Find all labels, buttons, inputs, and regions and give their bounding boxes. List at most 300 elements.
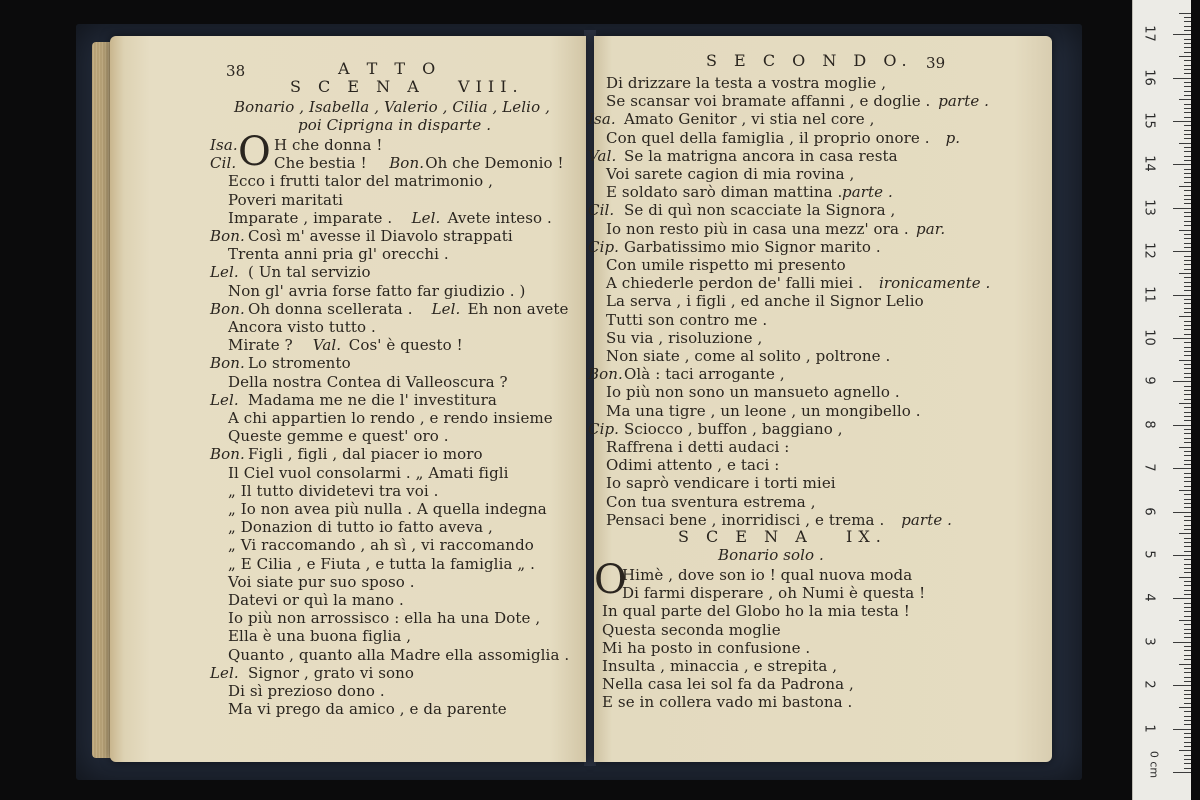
verse-line: Himè , dove son io ! qual nuova moda xyxy=(622,566,913,584)
ruler-tick xyxy=(1184,60,1191,61)
ruler-tick xyxy=(1184,703,1191,704)
verse-line: Cos' è questo ! xyxy=(348,336,463,355)
verse-line: Queste gemme e quest' oro . xyxy=(228,427,449,446)
verse-line: Pensaci bene , inorridisci , e trema . xyxy=(606,510,885,529)
verse-line: „ Vi raccomando , ah sì , vi raccomando xyxy=(228,536,534,555)
ruler-tick xyxy=(1184,407,1191,408)
ruler-tick xyxy=(1184,173,1191,174)
speaker-label: Isa. xyxy=(588,110,616,129)
left-page-text xyxy=(110,36,586,762)
ruler-tick xyxy=(1184,486,1191,487)
ruler-tick xyxy=(1184,433,1191,434)
verse-line: A chiederle perdon de' falli miei . xyxy=(606,274,863,293)
verse-line: La serva , i figli , ed anche il Signor Lelio xyxy=(606,292,924,311)
ruler-number: 16 xyxy=(1141,68,1157,86)
ruler-number: 13 xyxy=(1141,199,1157,216)
ruler-tick xyxy=(1184,386,1191,387)
verse-line: Oh donna scellerata . xyxy=(248,299,413,318)
ruler-tick xyxy=(1173,381,1191,382)
ruler-tick xyxy=(1173,164,1191,165)
page-number: 38 xyxy=(226,62,246,80)
drop-cap: O xyxy=(238,129,271,175)
ruler-tick xyxy=(1184,416,1191,417)
ruler-tick xyxy=(1184,125,1191,126)
running-head: S E C O N D O. xyxy=(706,51,913,70)
ruler-tick xyxy=(1184,212,1191,213)
ruler-tick xyxy=(1184,334,1191,335)
verse-line: Olà : taci arrogante , xyxy=(624,365,785,384)
ruler-tick xyxy=(1184,503,1191,504)
ruler-number: 2 xyxy=(1141,680,1157,689)
verse-line: Lo stromento xyxy=(248,354,351,373)
ruler-tick xyxy=(1184,711,1191,712)
ruler-tick xyxy=(1184,399,1191,400)
ruler-tick xyxy=(1184,499,1191,500)
ruler-tick xyxy=(1184,112,1191,113)
verse-line: Imparate , imparate . xyxy=(228,208,393,227)
ruler-tick xyxy=(1184,130,1191,131)
ruler-tick xyxy=(1184,104,1191,105)
ruler-tick xyxy=(1179,186,1191,187)
ruler-tick xyxy=(1184,355,1191,356)
ruler-tick xyxy=(1179,490,1191,491)
ruler-tick xyxy=(1184,147,1191,148)
ruler-tick xyxy=(1184,347,1191,348)
ruler-tick xyxy=(1184,325,1191,326)
stage-direction: par. xyxy=(916,219,946,238)
ruler-tick xyxy=(1184,611,1191,612)
verse-line: Se di quì non scacciate la Signora , xyxy=(624,201,896,220)
ruler-tick xyxy=(1173,772,1191,773)
verse-line: Madama me ne die l' investitura xyxy=(248,390,497,409)
verse-line: „ Donazion di tutto io fatto aveva , xyxy=(228,518,493,537)
verse-line: Sciocco , buffon , baggiano , xyxy=(624,419,843,438)
ruler-tick xyxy=(1184,73,1191,74)
ruler-tick xyxy=(1184,351,1191,352)
ruler-number: 7 xyxy=(1141,463,1157,472)
verse-line: Io più non arrossisco : ella ha una Dote , xyxy=(228,609,541,628)
ruler-tick xyxy=(1179,447,1191,448)
right-page-text xyxy=(588,36,1052,762)
ruler-tick xyxy=(1184,559,1191,560)
verse-line: ( Un tal servizio xyxy=(248,263,371,282)
ruler-tick xyxy=(1184,394,1191,395)
verse-line: Raffrena i detti audaci : xyxy=(606,438,790,456)
measuring-ruler xyxy=(1132,0,1191,800)
verse-line: Ecco i frutti talor del matrimonio , xyxy=(228,172,493,191)
ruler-tick xyxy=(1173,78,1191,79)
ruler-tick xyxy=(1184,451,1191,452)
verse-line: Di farmi disperare , oh Numi è questa ! xyxy=(622,584,926,603)
ruler-number: 12 xyxy=(1141,242,1157,259)
ruler-tick xyxy=(1184,742,1191,743)
ruler-tick xyxy=(1184,86,1191,87)
ruler-tick xyxy=(1184,151,1191,152)
ruler-tick xyxy=(1184,225,1191,226)
verse-line: Non siate , come al solito , poltrone . xyxy=(606,347,891,365)
ruler-tick xyxy=(1184,160,1191,161)
verse-line: Datevi or quì la mano . xyxy=(228,591,404,609)
ruler-tick xyxy=(1184,134,1191,135)
stage-direction: parte . xyxy=(901,510,953,529)
ruler-tick xyxy=(1184,572,1191,573)
ruler-tick xyxy=(1184,668,1191,669)
ruler-tick xyxy=(1184,737,1191,738)
ruler-tick xyxy=(1184,438,1191,439)
speaker-label: Bon. xyxy=(210,227,245,245)
verse-line: „ Il tutto dividetevi tra voi . xyxy=(228,481,439,500)
ruler-number: 8 xyxy=(1141,420,1157,429)
ruler-tick xyxy=(1184,629,1191,630)
ruler-tick xyxy=(1184,585,1191,586)
verse-line: Figli , figli , dal piacer io moro xyxy=(248,445,483,464)
ruler-tick xyxy=(1184,455,1191,456)
ruler-tick xyxy=(1179,13,1191,14)
characters-line: Bonario , Isabella , Valerio , Cilia , Lelio , xyxy=(234,98,550,116)
ruler-tick xyxy=(1184,95,1191,96)
verse-line: Che bestia ! xyxy=(274,154,367,173)
ruler-tick xyxy=(1184,177,1191,178)
ruler-tick xyxy=(1184,256,1191,257)
verse-line: Su via , risoluzione , xyxy=(606,328,763,347)
verse-line: Garbatissimo mio Signor marito . xyxy=(624,237,881,256)
ruler-number: 9 xyxy=(1141,376,1157,386)
speaker-label: Cil. xyxy=(588,201,615,220)
verse-line: „ Io non avea più nulla . A quella indegna xyxy=(228,500,547,518)
ruler-number: 3 xyxy=(1141,637,1157,646)
verse-line: Amato Genitor , vi stia nel core , xyxy=(624,110,875,129)
ruler-tick xyxy=(1184,303,1191,304)
ruler-tick xyxy=(1184,551,1191,552)
verse-line: Ma una tigre , un leone , un mongibello . xyxy=(606,401,921,420)
verse-line: Mi ha posto in confusione . xyxy=(602,638,811,657)
ruler-tick xyxy=(1173,685,1191,686)
ruler-tick xyxy=(1173,34,1191,35)
verse-line: Il Ciel vuol consolarmi . „ Amati figli xyxy=(228,463,509,482)
ruler-tick xyxy=(1173,729,1191,730)
ruler-tick xyxy=(1184,659,1191,660)
stage-direction: p. xyxy=(945,128,961,147)
verse-line: E soldato sarò diman mattina . xyxy=(606,183,843,202)
ruler-tick xyxy=(1184,442,1191,443)
ruler-tick xyxy=(1173,251,1191,252)
verse-line: Con tua sventura estrema , xyxy=(606,492,816,511)
ruler-unit-label: 0 cm xyxy=(1147,750,1161,779)
stage-direction: parte . xyxy=(938,92,990,111)
ruler-tick xyxy=(1184,755,1191,756)
verse-line: Voi siate pur suo sposo . xyxy=(228,572,415,591)
ruler-tick xyxy=(1184,216,1191,217)
ruler-tick xyxy=(1179,664,1191,665)
ruler-tick xyxy=(1184,724,1191,725)
left-page xyxy=(110,36,586,762)
speaker-label: Cip. xyxy=(588,419,620,438)
ruler-tick xyxy=(1184,733,1191,734)
ruler-number: 14 xyxy=(1141,155,1157,173)
verse-line: E se in collera vado mi bastona . xyxy=(602,693,853,712)
ruler-tick xyxy=(1184,460,1191,461)
ruler-tick xyxy=(1179,230,1191,231)
ruler-tick xyxy=(1184,516,1191,517)
ruler-tick xyxy=(1173,555,1191,556)
characters-line: poi Ciprigna in disparte . xyxy=(298,116,492,134)
ruler-number: 4 xyxy=(1141,593,1157,603)
ruler-tick xyxy=(1184,156,1191,157)
verse-line: Non gl' avria forse fatto far giudizio . ) xyxy=(228,281,526,300)
ruler-number: 6 xyxy=(1141,506,1157,516)
ruler-tick xyxy=(1184,373,1191,374)
ruler-tick xyxy=(1184,429,1191,430)
verse-line: Questa seconda moglie xyxy=(602,620,781,639)
ruler-tick xyxy=(1184,759,1191,760)
verse-line: Con quel della famiglia , il proprio onore . xyxy=(606,128,930,147)
verse-line: Quanto , quanto alla Madre ella assomiglia . xyxy=(228,645,570,664)
ruler-tick xyxy=(1173,642,1191,643)
ruler-tick xyxy=(1184,564,1191,565)
ruler-tick xyxy=(1179,56,1191,57)
ruler-tick xyxy=(1184,607,1191,608)
ruler-tick xyxy=(1184,203,1191,204)
ruler-tick xyxy=(1184,681,1191,682)
ruler-tick xyxy=(1173,425,1191,426)
ruler-tick xyxy=(1184,646,1191,647)
verse-line: Io più non sono un mansueto agnello . xyxy=(606,383,900,402)
ruler-tick xyxy=(1173,295,1191,296)
verse-line: Voi sarete cagion di mia rovina , xyxy=(606,165,855,183)
ruler-tick xyxy=(1184,108,1191,109)
ruler-tick xyxy=(1184,82,1191,83)
ruler-tick xyxy=(1184,21,1191,22)
ruler-number: 11 xyxy=(1141,285,1157,303)
ruler-tick xyxy=(1184,247,1191,248)
ruler-tick xyxy=(1184,616,1191,617)
ruler-tick xyxy=(1173,208,1191,209)
speaker-label: Isa. xyxy=(210,136,238,154)
speaker-label: Bon. xyxy=(210,445,245,464)
ruler-tick xyxy=(1184,746,1191,747)
ruler-tick xyxy=(1184,342,1191,343)
verse-line: Della nostra Contea di Valleoscura ? xyxy=(228,372,508,391)
ruler-tick xyxy=(1184,117,1191,118)
ruler-tick xyxy=(1184,603,1191,604)
ruler-tick xyxy=(1184,69,1191,70)
verse-line: Odimi attento , e taci : xyxy=(606,456,780,475)
ruler-tick xyxy=(1184,542,1191,543)
ruler-tick xyxy=(1184,190,1191,191)
ruler-tick xyxy=(1184,17,1191,18)
ruler-tick xyxy=(1184,277,1191,278)
verse-line: Ancora visto tutto . xyxy=(228,318,376,336)
ruler-tick xyxy=(1179,403,1191,404)
ruler-tick xyxy=(1179,273,1191,274)
ruler-tick xyxy=(1184,47,1191,48)
ruler-tick xyxy=(1184,594,1191,595)
verse-line: Se scansar voi bramate affanni , e doglie . xyxy=(606,92,931,111)
ruler-tick xyxy=(1184,368,1191,369)
ruler-tick xyxy=(1184,264,1191,265)
scene-title: S C E N A VIII. xyxy=(290,77,524,96)
ruler-tick xyxy=(1184,720,1191,721)
ruler-tick xyxy=(1184,199,1191,200)
speaker-label: Lel. xyxy=(210,663,239,682)
ruler-tick xyxy=(1184,529,1191,530)
verse-line: Con umile rispetto mi presento xyxy=(606,256,846,274)
ruler-tick xyxy=(1184,768,1191,769)
verse-line: In qual parte del Globo ho la mia testa ! xyxy=(602,602,910,621)
ruler-tick xyxy=(1184,260,1191,261)
ruler-tick xyxy=(1184,412,1191,413)
ruler-tick xyxy=(1184,568,1191,569)
speaker-label: Bon. xyxy=(389,154,425,173)
ruler-tick xyxy=(1184,43,1191,44)
ruler-tick xyxy=(1179,99,1191,100)
verse-line: Di sì prezioso dono . xyxy=(228,682,385,700)
ruler-tick xyxy=(1179,750,1191,751)
ruler-tick xyxy=(1184,481,1191,482)
ruler-tick xyxy=(1184,39,1191,40)
speaker-label: Lel. xyxy=(411,208,441,227)
ruler-tick xyxy=(1184,494,1191,495)
ruler-tick xyxy=(1184,26,1191,27)
ruler-tick xyxy=(1173,598,1191,599)
ruler-tick xyxy=(1179,620,1191,621)
ruler-tick xyxy=(1184,690,1191,691)
ruler-tick xyxy=(1184,546,1191,547)
ruler-tick xyxy=(1184,299,1191,300)
ruler-tick xyxy=(1184,91,1191,92)
speaker-label: Cil. xyxy=(210,154,237,173)
verse-line: Io saprò vendicare i torti miei xyxy=(606,474,836,493)
ruler-tick xyxy=(1184,195,1191,196)
ruler-tick xyxy=(1184,243,1191,244)
ruler-tick xyxy=(1184,329,1191,330)
ruler-tick xyxy=(1184,221,1191,222)
stage-direction: parte . xyxy=(842,183,893,202)
ruler-tick xyxy=(1184,538,1191,539)
ruler-tick xyxy=(1179,533,1191,534)
ruler-tick xyxy=(1184,390,1191,391)
verse-line: Tutti son contro me . xyxy=(606,310,768,329)
ruler-tick xyxy=(1184,473,1191,474)
speaker-label: Bon. xyxy=(588,365,623,384)
ruler-number: 17 xyxy=(1141,25,1157,42)
ruler-number: 1 xyxy=(1141,723,1157,733)
ruler-tick xyxy=(1184,590,1191,591)
ruler-tick xyxy=(1184,655,1191,656)
ruler-tick xyxy=(1184,420,1191,421)
scene-title: S C E N A IX. xyxy=(678,527,887,546)
verse-line: Trenta anni pria gl' orecchi . xyxy=(228,245,449,264)
verse-line: A chi appartien lo rendo , e rendo insieme xyxy=(228,409,553,427)
ruler-tick xyxy=(1184,633,1191,634)
stage-direction: ironicamente . xyxy=(879,274,991,293)
ruler-number: 10 xyxy=(1141,329,1157,346)
ruler-tick xyxy=(1179,316,1191,317)
ruler-tick xyxy=(1184,698,1191,699)
characters-line: Bonario solo . xyxy=(718,546,824,564)
speaker-label: Cip. xyxy=(588,237,620,256)
ruler-tick xyxy=(1184,269,1191,270)
ruler-number: 15 xyxy=(1141,112,1157,129)
ruler-tick xyxy=(1184,716,1191,717)
ruler-tick xyxy=(1184,581,1191,582)
verse-line: Io non resto più in casa una mezz' ora . xyxy=(606,219,909,238)
ruler-tick xyxy=(1184,364,1191,365)
ruler-tick xyxy=(1184,507,1191,508)
verse-line: Nella casa lei sol fa da Padrona , xyxy=(602,675,854,694)
ruler-tick xyxy=(1184,477,1191,478)
ruler-tick xyxy=(1184,238,1191,239)
verse-line: Signor , grato vi sono xyxy=(248,663,415,682)
ruler-tick xyxy=(1179,143,1191,144)
verse-line: Oh che Demonio ! xyxy=(425,154,564,173)
ruler-tick xyxy=(1184,321,1191,322)
ruler-tick xyxy=(1184,138,1191,139)
right-page xyxy=(588,36,1052,762)
verse-line: H che donna ! xyxy=(274,136,383,154)
speaker-label: Bon. xyxy=(210,299,245,318)
verse-line: Di drizzare la testa a vostra moglie , xyxy=(606,74,887,92)
ruler-tick xyxy=(1184,763,1191,764)
verse-line: Mirate ? xyxy=(228,336,293,355)
verse-line: Insulta , minaccia , e strepita , xyxy=(602,657,838,675)
ruler-tick xyxy=(1184,52,1191,53)
verse-line: Se la matrigna ancora in casa resta xyxy=(624,146,898,165)
verse-line: Poveri maritati xyxy=(228,190,344,209)
ruler-tick xyxy=(1184,286,1191,287)
ruler-tick xyxy=(1184,520,1191,521)
ruler-tick xyxy=(1173,468,1191,469)
ruler-tick xyxy=(1173,338,1191,339)
ruler-tick xyxy=(1184,290,1191,291)
ruler-tick xyxy=(1184,282,1191,283)
ruler-tick xyxy=(1184,694,1191,695)
speaker-label: Val. xyxy=(312,336,342,355)
ruler-tick xyxy=(1184,672,1191,673)
ruler-tick xyxy=(1179,360,1191,361)
ruler-tick xyxy=(1173,512,1191,513)
ruler-tick xyxy=(1184,182,1191,183)
speaker-label: Val. xyxy=(588,146,617,165)
ruler-tick xyxy=(1184,312,1191,313)
speaker-label: Lel. xyxy=(431,299,461,318)
verse-line: Eh non avete xyxy=(467,299,569,318)
page-number: 39 xyxy=(926,54,946,72)
speaker-label: Bon. xyxy=(210,354,245,373)
ruler-tick xyxy=(1184,65,1191,66)
ruler-tick xyxy=(1184,525,1191,526)
speaker-label: Lel. xyxy=(210,390,239,409)
verse-line: Ma vi prego da amico , e da parente xyxy=(228,700,507,719)
ruler-tick xyxy=(1184,30,1191,31)
ruler-number: 5 xyxy=(1141,550,1157,559)
ruler-tick xyxy=(1184,234,1191,235)
drop-cap: O xyxy=(594,557,627,603)
ruler-tick xyxy=(1184,650,1191,651)
ruler-tick xyxy=(1184,637,1191,638)
ruler-tick xyxy=(1184,377,1191,378)
ruler-tick xyxy=(1179,707,1191,708)
ruler-tick xyxy=(1184,464,1191,465)
ruler-tick xyxy=(1184,308,1191,309)
verse-line: Ella è una buona figlia , xyxy=(228,627,412,646)
ruler-tick xyxy=(1173,121,1191,122)
verse-line: „ E Cilia , e Fiuta , e tutta la famiglia „ . xyxy=(228,554,535,573)
ruler-tick xyxy=(1184,677,1191,678)
verse-line: Così m' avesse il Diavolo strappati xyxy=(248,227,513,245)
ruler-tick xyxy=(1184,624,1191,625)
ruler-tick xyxy=(1184,169,1191,170)
